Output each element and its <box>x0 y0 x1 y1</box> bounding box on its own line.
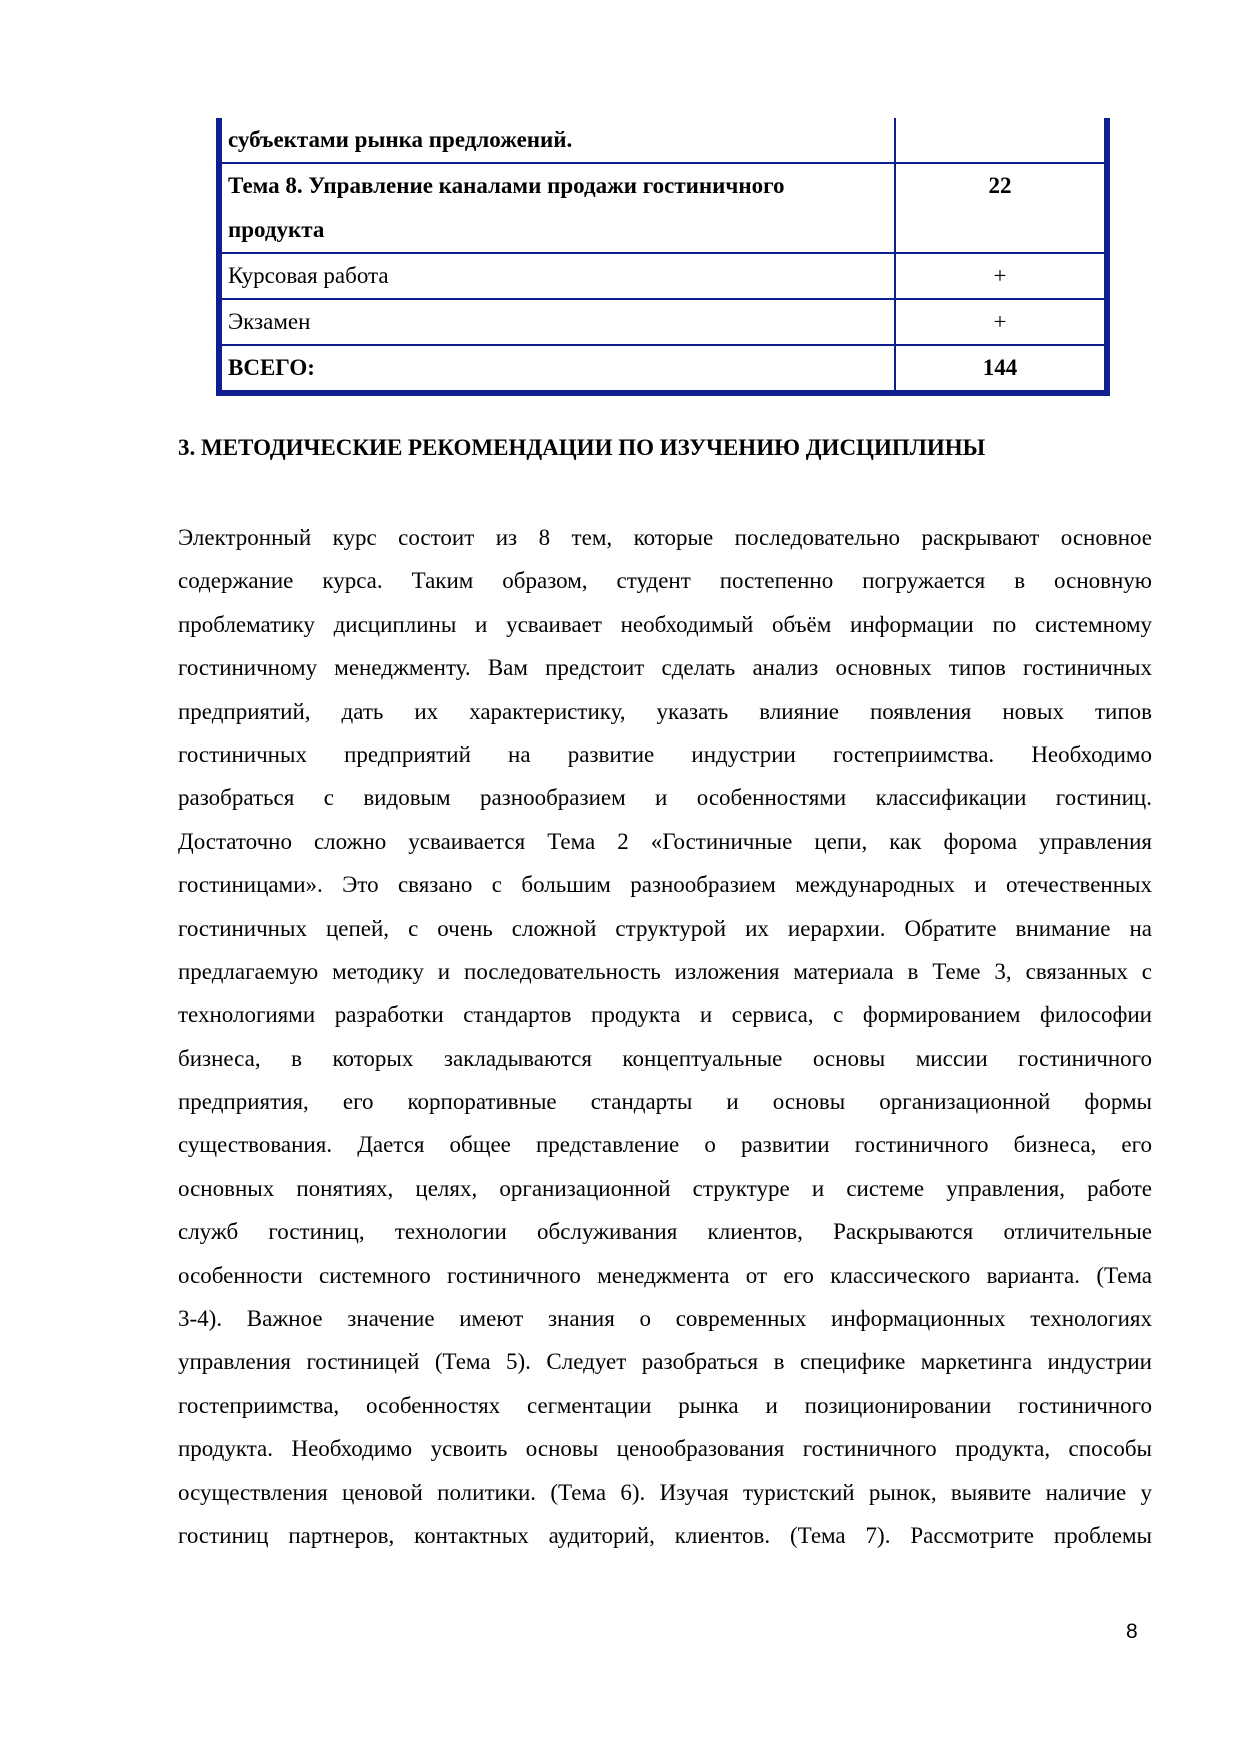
table-cell-value: 144 <box>895 345 1107 393</box>
paragraph-line: основных понятиях, целях, организационной структуре и системе управления, работе <box>178 1175 1152 1201</box>
paragraph-line: гостиничному менеджменту. Вам предстоит сделать анализ основных типов гостиничных <box>178 655 1152 681</box>
paragraph-line: содержание курса. Таким образом, студент постепенно погружается в основную <box>178 568 1152 594</box>
paragraph-line: предприятия, его корпоративные стандарты и основы организационной формы <box>178 1089 1152 1115</box>
body-paragraph <box>178 516 1152 1557</box>
paragraph-line: разобраться с видовым разнообразием и особенностями классификации гостиниц. <box>178 785 1152 811</box>
table-row <box>219 345 1107 393</box>
paragraph-line: предприятий, дать их характеристику, указать влияние появления новых типов <box>178 698 1152 724</box>
paragraph-line: проблематику дисциплины и усваивает необходимый объём информации по системному <box>178 611 1152 637</box>
table-cell-value <box>895 118 1107 163</box>
table-cell-title-line: продукта <box>228 217 325 242</box>
paragraph-line: предлагаемую методику и последовательность изложения материала в Теме 3, связанных с <box>178 958 1152 984</box>
paragraph-line: бизнеса, в которых закладываются концептуальные основы миссии гостиничного <box>178 1045 1152 1071</box>
paragraph-line: служб гостиниц, технологии обслуживания клиентов, Раскрываются отличительные <box>178 1219 1152 1245</box>
table-cell-value: + <box>895 253 1107 299</box>
table-cell-title-line: Тема 8. Управление каналами продажи гостиничного <box>228 173 785 198</box>
page-number: 8 <box>1126 1620 1138 1643</box>
paragraph-line: управления гостиницей (Тема 5). Следует разобраться в специфике маркетинга индустрии <box>178 1349 1152 1375</box>
paragraph-line: гостеприимства, особенностях сегментации рынка и позиционировании гостиничного <box>178 1392 1152 1418</box>
table-cell-value: 22 <box>895 163 1107 253</box>
table-cell-title: Курсовая работа <box>219 253 895 299</box>
table-cell-title: Экзамен <box>219 299 895 345</box>
paragraph-line: существования. Дается общее представление о развитии гостиничного бизнеса, его <box>178 1132 1152 1158</box>
table-row <box>219 299 1107 345</box>
paragraph-line: 3-4). Важное значение имеют знания о современных информационных технологиях <box>178 1306 1152 1332</box>
table-row <box>219 118 1107 163</box>
paragraph-line: гостиничных предприятий на развитие индустрии гостеприимства. Необходимо <box>178 741 1152 767</box>
paragraph-line: осуществления ценовой политики. (Тема 6). Изучая туристский рынок, выявите наличие у <box>178 1479 1152 1505</box>
table-row <box>219 163 1107 253</box>
table-cell-value: + <box>895 299 1107 345</box>
table-cell-title <box>219 163 895 253</box>
paragraph-line: особенности системного гостиничного менеджмента от его классического варианта. (Тема <box>178 1262 1152 1288</box>
paragraph-line: гостиниц партнеров, контактных аудиторий, клиентов. (Тема 7). Рассмотрите проблемы <box>178 1522 1152 1548</box>
paragraph-line: технологиями разработки стандартов продукта и сервиса, с формированием философии <box>178 1002 1152 1028</box>
paragraph-line: Достаточно сложно усваивается Тема 2 «Гостиничные цепи, как форома управления <box>178 828 1152 854</box>
section-heading: 3. МЕТОДИЧЕСКИЕ РЕКОМЕНДАЦИИ ПО ИЗУЧЕНИЮ ДИСЦИПЛИНЫ <box>178 435 986 460</box>
paragraph-line: гостиничных цепей, с очень сложной структурой их иерархии. Обратите внимание на <box>178 915 1152 941</box>
paragraph-line: гостиницами». Это связано с большим разнообразием международных и отечественных <box>178 872 1152 898</box>
table-cell-title: ВСЕГО: <box>219 345 895 393</box>
paragraph-line: продукта. Необходимо усвоить основы ценообразования гостиничного продукта, способы <box>178 1436 1152 1462</box>
table-row <box>219 253 1107 299</box>
table-cell-title: субъектами рынка предложений. <box>219 118 895 163</box>
hours-table <box>216 118 1110 396</box>
paragraph-line: Электронный курс состоит из 8 тем, которые последовательно раскрывают основное <box>178 525 1152 550</box>
